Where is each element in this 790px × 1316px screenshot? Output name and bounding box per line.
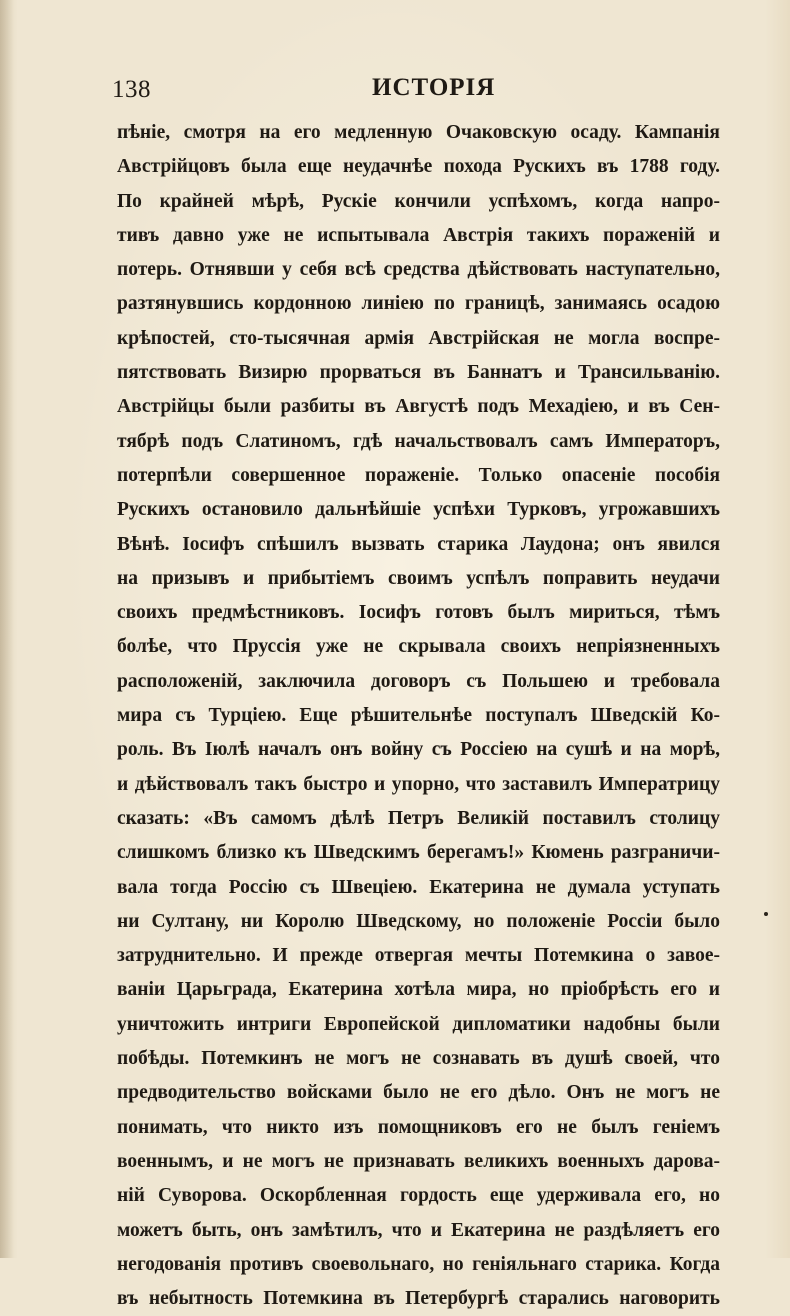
text-line: слишкомъ близко къ Шведскимъ берегамъ!» Кюмень разграничи- — [117, 842, 720, 864]
text-line: крѣпостей, сто-тысячная армія Австрійская не могла воспре- — [117, 327, 720, 349]
text-line: и дѣйствовалъ такъ быстро и упорно, что заставилъ Императрицу — [117, 773, 720, 795]
text-line: разтянувшись кордонною линіею по границѣ, занимаясь осадою — [117, 293, 720, 315]
text-line: можетъ быть, онъ замѣтилъ, что и Екатерина не раздѣляетъ его — [117, 1219, 720, 1241]
text-line: пѣніе, смотря на его медленную Очаковскую осаду. Кампанія — [117, 122, 720, 143]
text-line: потерпѣли совершенное пораженіе. Только опасеніе пособія — [117, 464, 720, 486]
text-line: сказать: «Въ самомъ дѣлѣ Петръ Великій поставилъ столицу — [117, 807, 720, 829]
text-line: ни Султану, ни Королю Шведскому, но положеніе Россіи было — [117, 910, 720, 932]
running-title: ИСТОРІЯ — [372, 74, 496, 101]
text-line: въ небытность Потемкина въ Петербургѣ старались наговорить — [117, 1288, 720, 1310]
page-header — [112, 72, 712, 112]
text-line: понимать, что никто изъ помощниковъ его не былъ геніемъ — [117, 1116, 720, 1138]
page-number: 138 — [112, 76, 151, 103]
text-line: затруднительно. И прежде отвергая мечты Потемкина о завое- — [117, 945, 720, 967]
text-line: военнымъ, и не могъ не признавать великихъ военныхъ дарова- — [117, 1150, 720, 1172]
text-line: уничтожить интриги Европейской дипломатики надобны были — [117, 1013, 720, 1035]
text-line: негодованія противъ своевольнаго, но геніяльнаго старика. Когда — [117, 1253, 720, 1275]
text-line: Австрійцовъ была еще неудачнѣе похода Рускихъ въ 1788 году. — [117, 156, 720, 178]
text-body — [117, 116, 720, 1316]
text-line: Рускихъ остановило дальнѣйшіе успѣхи Турковъ, угрожавшихъ — [117, 499, 720, 521]
text-line: Австрійцы были разбиты въ Августѣ подъ Мехадіею, и въ Сен- — [117, 396, 720, 418]
text-line: расположеній, заключила договоръ съ Польшею и требовала — [117, 670, 720, 692]
text-line: вала тогда Россію съ Швеціею. Екатерина не думала уступать — [117, 876, 720, 898]
text-line: тябрѣ подъ Слатиномъ, гдѣ начальствовалъ самъ Императоръ, — [117, 430, 720, 452]
binding-shadow — [0, 0, 14, 1258]
text-line: своихъ предмѣстниковъ. Іосифъ готовъ былъ мириться, тѣмъ — [117, 602, 720, 624]
text-line: болѣе, что Пруссія уже не скрывала своихъ непріязненныхъ — [117, 636, 720, 658]
text-line: пятствовать Визирю прорваться въ Баннатъ и Трансильванію. — [117, 362, 720, 384]
text-line: тивъ давно уже не испытывала Австрія такихъ пораженій и — [117, 224, 720, 246]
text-line: мира съ Турціею. Еще рѣшительнѣе поступалъ Шведскій Ко- — [117, 705, 720, 727]
text-line: ваніи Царьграда, Екатерина хотѣла мира, но пріобрѣсть его и — [117, 979, 720, 1001]
ink-speck — [764, 912, 768, 916]
text-line: потерь. Отнявши у себя всѣ средства дѣйствовать наступательно, — [117, 259, 720, 281]
text-line: ній Суворова. Оскорбленная гордость еще удерживала его, но — [117, 1185, 720, 1207]
text-line: Вѣнѣ. Іосифъ спѣшилъ вызвать старика Лаудона; онъ явился — [117, 533, 720, 555]
text-line: побѣды. Потемкинъ не могъ не сознавать въ душѣ своей, что — [117, 1048, 720, 1070]
text-line: предводительство войсками было не его дѣло. Онъ не могъ не — [117, 1082, 720, 1104]
text-line: По крайней мѣрѣ, Рускіе кончили успѣхомъ, когда напро- — [117, 190, 720, 212]
text-line: роль. Въ Іюлѣ началъ онъ войну съ Россіею на сушѣ и на морѣ, — [117, 739, 720, 761]
text-line: на призывъ и прибытіемъ своимъ успѣлъ поправить неудачи — [117, 567, 720, 589]
